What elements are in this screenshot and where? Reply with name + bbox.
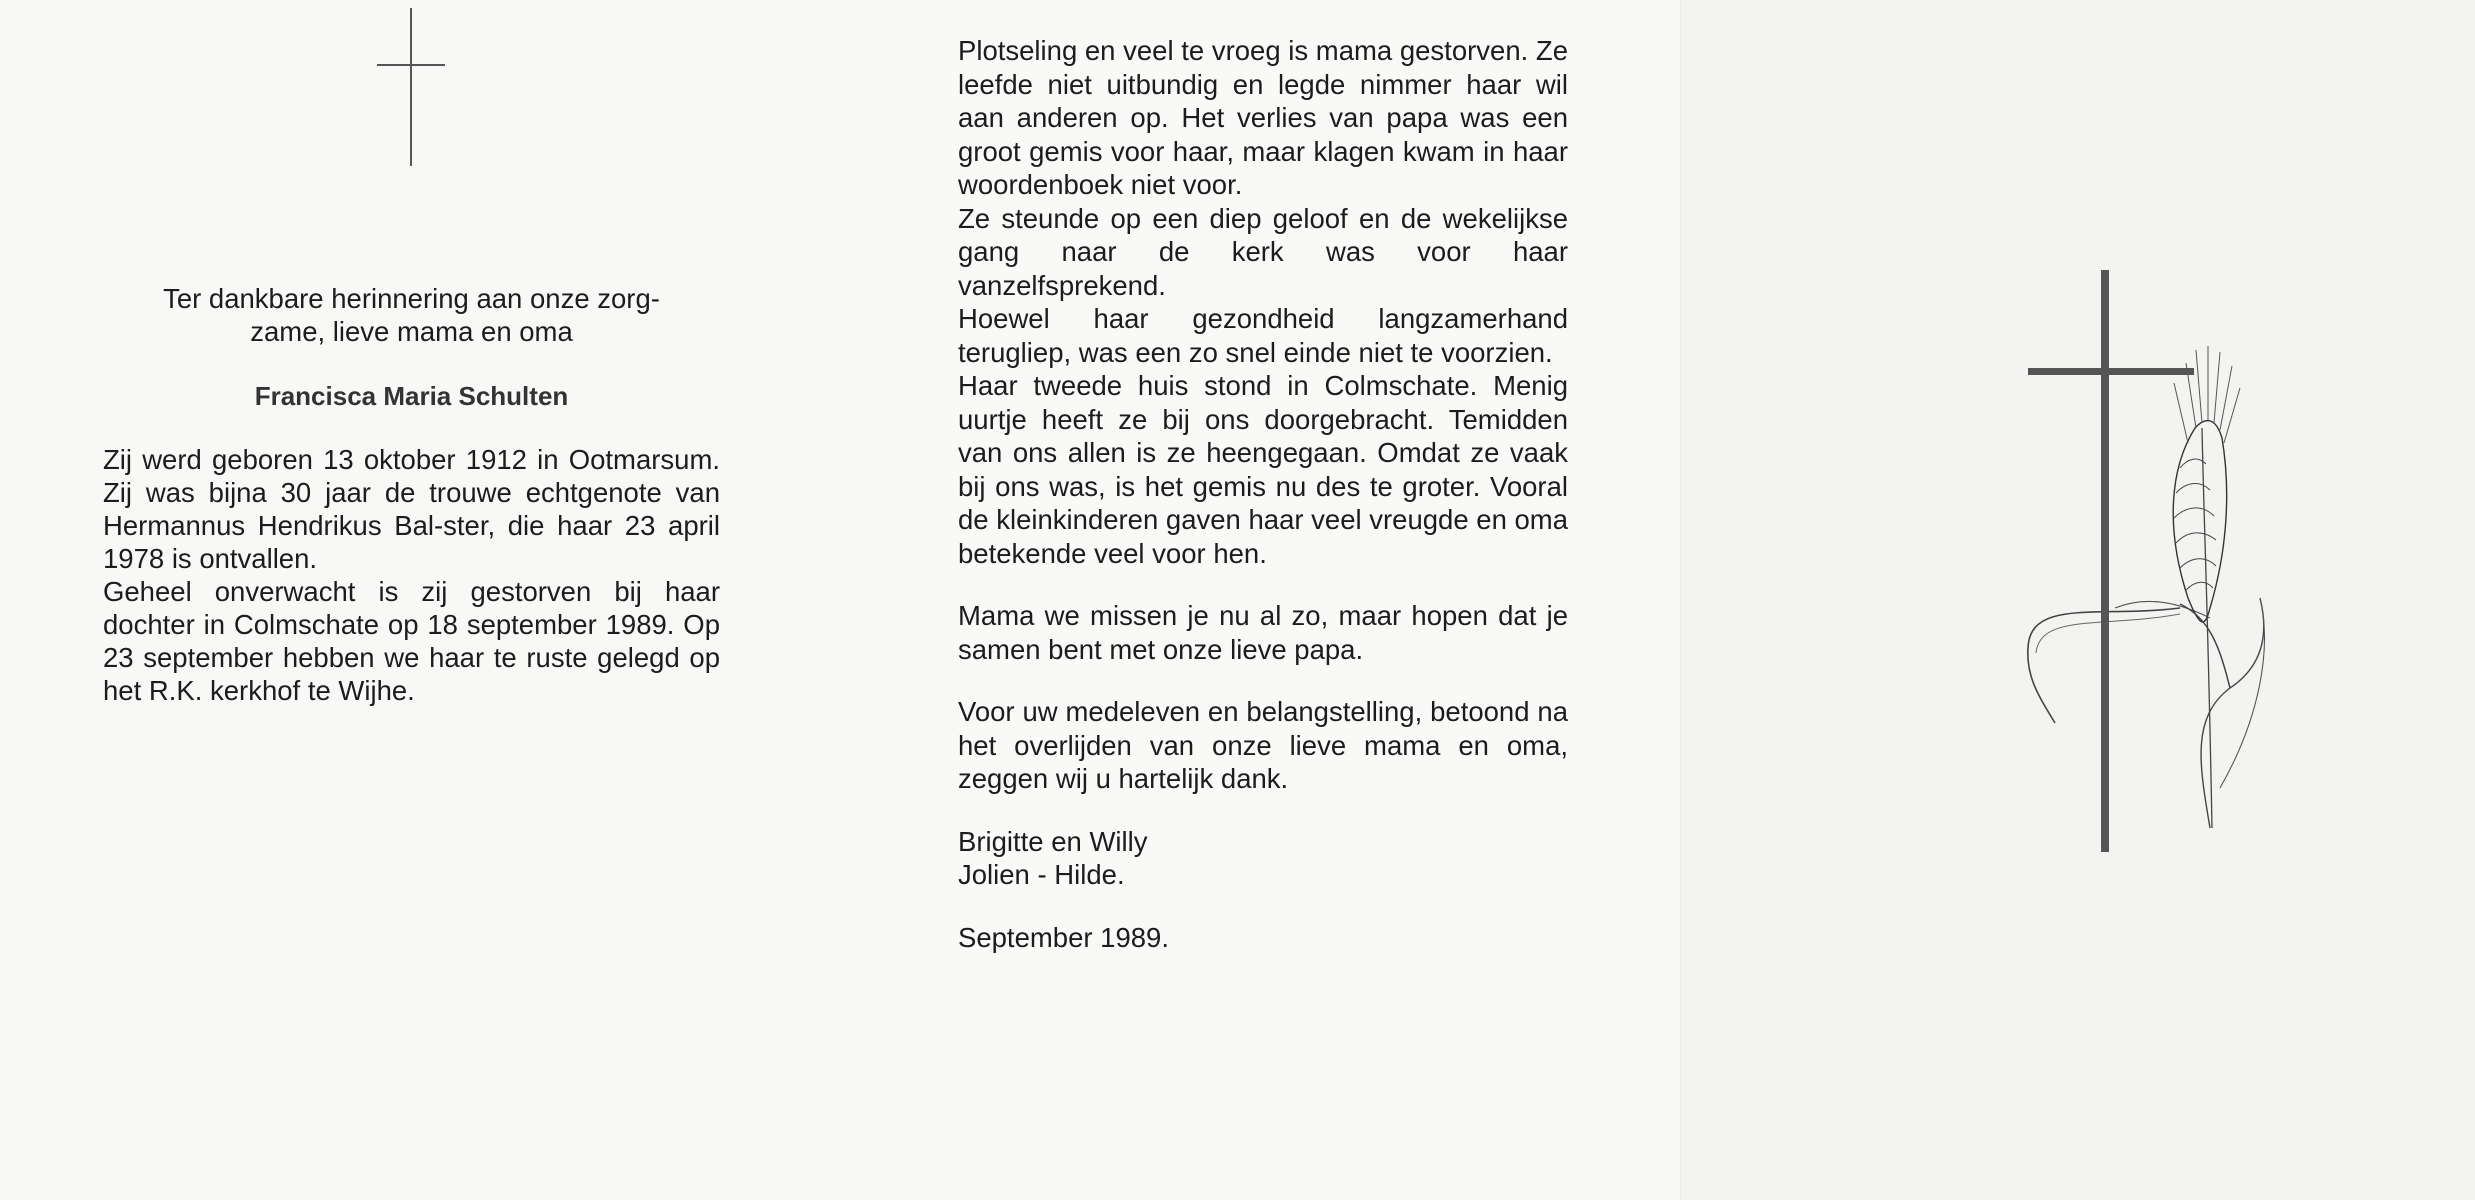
memorial-text [958,34,1568,954]
dedication-line: Ter dankbare herinnering aan onze zorg- [163,283,660,314]
biography-paragraph: Geheel onverwacht is zij gestorven bij haar dochter in Colmschate op 18 september 1989. Op 23 september hebben we haar te ruste gelegd op het R.K. kerkhof te Wijhe. [103,576,720,706]
cross-icon [375,8,447,168]
card-date: September 1989. [958,921,1169,953]
biography [103,443,720,707]
signature-line: Brigitte en Willy [958,825,1148,857]
memorial-paragraph: Plotseling en veel te vroeg is mama gestorven. Ze leefde niet uitbundig en legde nimmer haar wil aan anderen op. Het verlies van papa was een groot gemis voor haar, maar klagen kwam in haar woordenboek niet voor. [958,35,1568,200]
signature-line: Jolien - Hilde. [958,859,1125,890]
thanks-paragraph: Voor uw medeleven en belangstelling, betoond na het overlijden van onze lieve mama en oma, zeggen wij u hartelijk dank. [958,696,1568,794]
biography-paragraph: Zij werd geboren 13 oktober 1912 in Ootmarsum. Zij was bijna 30 jaar de trouwe echtgenote van Hermannus Hendrikus Bal-ster, die haar 23 april 1978 is ontvallen. [103,444,720,574]
deceased-name: Francisca Maria Schulten [254,381,569,411]
memorial-paragraph: Hoewel haar gezondheid langzamerhand terugliep, was een zo snel einde niet te voorzien. [958,303,1568,368]
dedication [103,282,720,348]
missing-paragraph: Mama we missen je nu al zo, maar hopen dat je samen bent met onze lieve papa. [958,600,1568,665]
dedication-line: zame, lieve mama en oma [250,316,573,347]
cross-with-wheat-icon [2010,268,2310,868]
signatures [958,825,1568,892]
memorial-paragraph: Ze steunde op een diep geloof en de wekelijkse gang naar de kerk was voor haar vanzelfsprekend. [958,202,1568,301]
memorial-paragraph: Haar tweede huis stond in Colmschate. Menig uurtje heeft ze bij ons doorgebracht. Temidden van ons allen is ze heengegaan. Omdat ze vaak bij ons was, is het gemis nu des te groter. Vooral de kleinkinderen gaven haar veel vreugde en oma betekende veel voor hen. [958,370,1568,569]
